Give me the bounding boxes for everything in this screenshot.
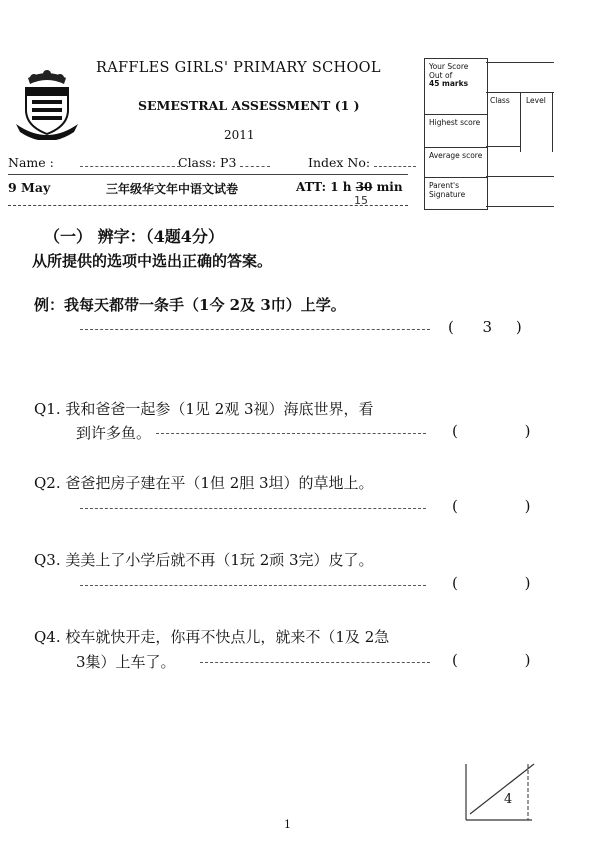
- question-4-line2: 3集）上车了。: [76, 653, 176, 671]
- class-label: Class: P3: [178, 155, 237, 170]
- allotted-time: ATT: 1 h 30 min: [296, 180, 403, 194]
- highest-score-label: Highest score: [429, 118, 481, 127]
- index-field[interactable]: [308, 154, 416, 170]
- example-answer: 3: [482, 318, 493, 336]
- answer-box-1[interactable]: ( ): [452, 422, 531, 440]
- assessment-year: 2011: [224, 128, 255, 142]
- page-number: 1: [284, 818, 291, 831]
- exam-date: 9 May: [8, 180, 51, 195]
- question-3: Q3. 美美上了小学后就不再（1玩 2顽 3完）皮了。: [34, 551, 374, 569]
- level-column-label: Level: [526, 96, 546, 105]
- section-instruction: 从所提供的选项中选出正确的答案。: [32, 252, 273, 270]
- school-crest-icon: [14, 70, 80, 140]
- handwritten-minutes: 15: [354, 194, 368, 207]
- page-subtotal: 4: [504, 792, 513, 807]
- question-1: Q1. 我和爸爸一起参（1见 2观 3视）海底世界，看: [34, 400, 374, 418]
- answer-box-4[interactable]: ( ): [452, 651, 531, 669]
- section-title: （一） 辨字：（4题4分）: [44, 227, 224, 246]
- parent-signature-label: Parent's Signature: [429, 181, 466, 199]
- example-question: 例：我每天都带一条手（1今 2及 3巾）上学。: [34, 296, 346, 314]
- page-score-box: [462, 762, 542, 826]
- question-4: Q4. 校车就快开走，你再不快点儿，就来不（1及 2急: [34, 628, 390, 646]
- name-label: Name :: [8, 155, 54, 170]
- school-name: RAFFLES GIRLS' PRIMARY SCHOOL: [96, 60, 381, 76]
- question-1-line2: 到许多鱼。: [76, 424, 152, 442]
- average-score-label: Average score: [429, 151, 483, 160]
- answer-box-3[interactable]: ( ): [452, 574, 531, 592]
- example-answer-box: ( 3 ): [448, 318, 522, 336]
- answer-box-2[interactable]: ( ): [452, 497, 531, 515]
- class-field[interactable]: [178, 154, 270, 170]
- score-label-column: Your Score Out of 45 marks Highest score Average score Parent's Signature: [424, 58, 488, 210]
- class-column-label: Class: [490, 96, 510, 105]
- index-label: Index No:: [308, 155, 371, 170]
- assessment-title: SEMESTRAL ASSESSMENT (1 ): [138, 98, 360, 113]
- paper-title: 三年级华文年中语文试卷: [106, 182, 239, 196]
- question-2: Q2. 爸爸把房子建在平（1但 2胆 3坦）的草地上。: [34, 474, 374, 492]
- name-field[interactable]: [8, 154, 180, 170]
